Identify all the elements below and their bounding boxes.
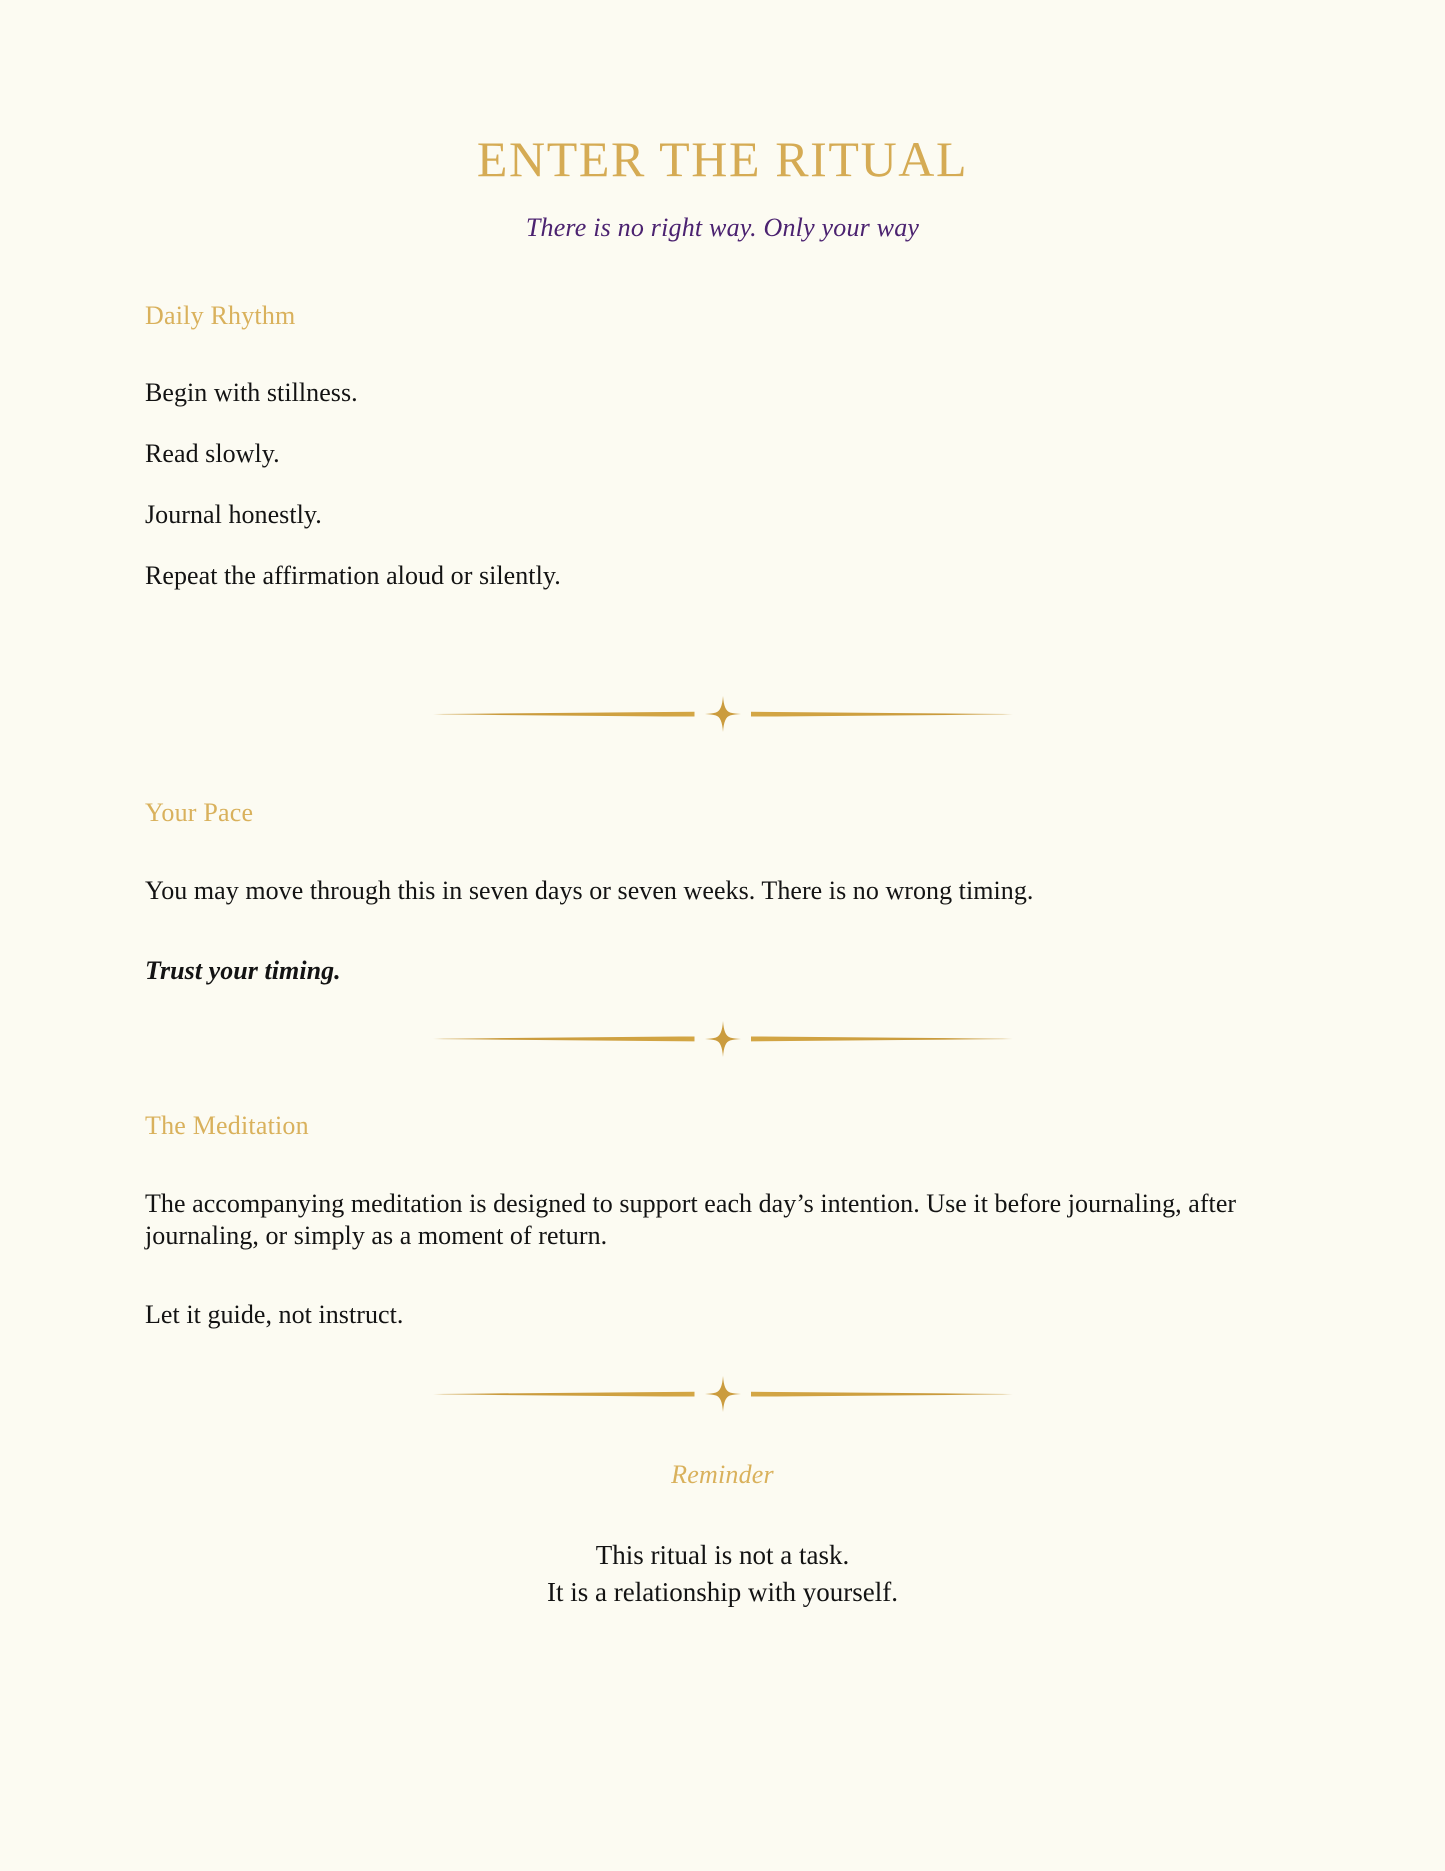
four-point-sparkle-icon xyxy=(705,1376,741,1412)
section-the-meditation xyxy=(145,1110,1300,1330)
document-content xyxy=(0,243,1445,1611)
divider-ornament xyxy=(433,1377,1013,1411)
paragraph: Let it guide, not instruct. xyxy=(145,1299,404,1329)
paragraph: You may move through this in seven days or seven weeks. There is no wrong timing. xyxy=(145,876,1034,906)
section-daily-rhythm xyxy=(145,243,1300,620)
section-body-daily-rhythm xyxy=(145,331,1300,620)
section-body-your-pace xyxy=(145,828,1300,986)
reminder-line: This ritual is not a task. xyxy=(595,1540,850,1571)
section-heading-the-meditation: The Meditation xyxy=(145,1110,309,1140)
divider-ornament xyxy=(433,697,1013,731)
divider-ornament xyxy=(433,1022,1013,1056)
paragraph: Begin with stillness. xyxy=(145,378,358,408)
reminder-label: Reminder xyxy=(671,1460,774,1490)
section-your-pace xyxy=(145,797,1300,987)
section-divider xyxy=(145,620,1300,731)
spacer xyxy=(145,731,1300,797)
spacer xyxy=(145,1056,1300,1110)
divider-rule-right xyxy=(751,712,1013,717)
page-subtitle: There is no right way. Only your way xyxy=(525,213,920,242)
section-heading-daily-rhythm: Daily Rhythm xyxy=(145,301,296,331)
four-point-sparkle-icon xyxy=(705,1021,741,1057)
divider-rule-left xyxy=(433,1392,695,1397)
page-title: ENTER THE RITUAL xyxy=(476,131,969,187)
reminder-lines xyxy=(145,1490,1300,1610)
divider-rule-left xyxy=(433,712,695,717)
divider-rule-right xyxy=(751,1392,1013,1397)
four-point-sparkle-icon xyxy=(705,696,741,732)
section-heading-your-pace: Your Pace xyxy=(145,798,254,828)
section-divider xyxy=(145,987,1300,1056)
divider-rule-right xyxy=(751,1036,1013,1041)
paragraph: Journal honestly. xyxy=(145,499,322,529)
paragraph-emphasis: Trust your timing. xyxy=(145,956,341,986)
reminder-block xyxy=(145,1411,1300,1611)
paragraph: Read slowly. xyxy=(145,439,280,469)
reminder-line: It is a relationship with yourself. xyxy=(547,1577,898,1608)
section-body-the-meditation xyxy=(145,1141,1300,1330)
divider-rule-left xyxy=(433,1036,695,1041)
paragraph: The accompanying meditation is designed to support each day’s intention. Use it before journaling, after journaling, or simply as a moment of return. xyxy=(145,1189,1237,1250)
section-divider xyxy=(145,1330,1300,1411)
paragraph: Repeat the affirmation aloud or silently. xyxy=(145,560,561,590)
